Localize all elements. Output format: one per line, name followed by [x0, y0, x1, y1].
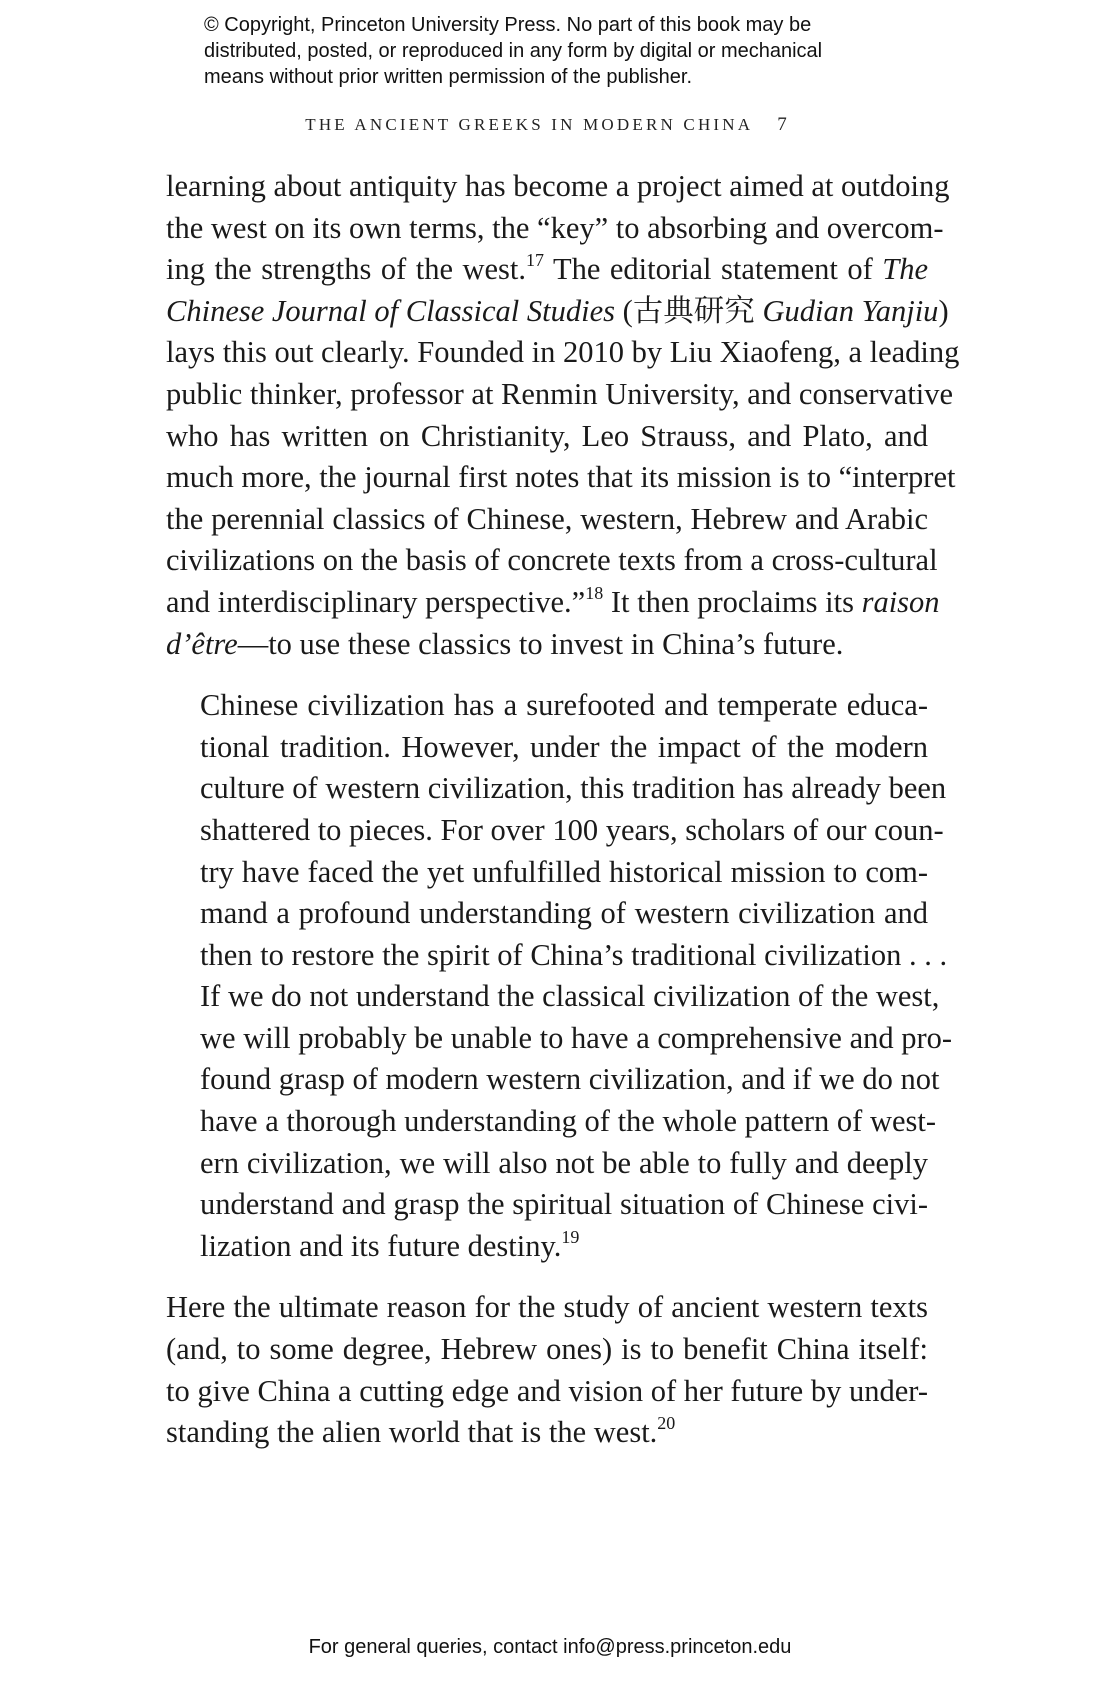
text-line: to give China a cutting edge and vision of her future by under- [166, 1373, 928, 1408]
paragraph [166, 1287, 928, 1453]
footnote-ref[interactable]: 17 [526, 250, 545, 271]
quote-line: mand a profound understanding of western civilization and [200, 896, 928, 931]
text-line [166, 1412, 928, 1454]
text-line: who has written on Christianity, Leo Strauss, and Plato, and [166, 418, 928, 453]
page-number: 7 [777, 114, 787, 135]
text-line: the perennial classics of Chinese, western, Hebrew and Arabic [166, 501, 928, 536]
text-line: public thinker, professor at Renmin University, and conservative [166, 376, 954, 411]
quote-line [200, 1226, 928, 1268]
copyright-notice [204, 12, 924, 90]
text-line: (and, to some degree, Hebrew ones) is to benefit China itself: [166, 1332, 928, 1367]
footnote-ref[interactable]: 19 [561, 1226, 580, 1247]
text-line [166, 624, 928, 666]
quote-line: understand and grasp the spiritual situation of Chinese civi- [200, 1187, 928, 1222]
quote-line: ern civilization, we will also not be able to fully and deeply [200, 1145, 928, 1180]
text-line [166, 291, 949, 333]
quote-line: shattered to pieces. For over 100 years, scholars of our coun- [200, 812, 944, 847]
quote-line: culture of western civilization, this tradition has already been [200, 771, 947, 806]
journal-title: Chinese Journal of Classical Studies [166, 293, 616, 328]
text-line [166, 582, 940, 624]
text-line: learning about antiquity has become a project aimed at outdoing [166, 169, 950, 203]
copyright-line: means without prior written permission of the publisher. [204, 66, 693, 88]
main-text [166, 166, 960, 1454]
text-span: ) [938, 293, 949, 328]
text-line [166, 249, 928, 291]
copyright-line: © Copyright, Princeton University Press. No part of this book may be [204, 14, 812, 36]
romanized-title: Gudian Yanjiu [762, 293, 939, 328]
text-line: Here the ultimate reason for the study of ancient western texts [166, 1290, 928, 1325]
italic-phrase: d’être [166, 626, 238, 661]
footnote-ref[interactable]: 20 [657, 1413, 676, 1434]
quote-line: then to restore the spirit of China’s traditional civilization . . . [200, 937, 948, 972]
quote-line: try have faced the yet unfulfilled historical mission to com- [200, 854, 928, 889]
quote-line: Chinese civilization has a surefooted and temperate educa- [200, 688, 928, 723]
text-line: the west on its own terms, the “key” to absorbing and overcom- [166, 210, 944, 245]
italic-phrase: raison [861, 584, 940, 619]
running-title: THE ANCIENT GREEKS IN MODERN CHINA [305, 115, 754, 134]
footnote-ref[interactable]: 18 [585, 582, 604, 603]
running-header [166, 114, 926, 136]
text-span: (古典研究 [615, 293, 763, 328]
quote-line: found grasp of modern western civilization, and if we do not [200, 1062, 940, 1097]
quote-line: If we do not understand the classical civilization of the west, [200, 979, 940, 1014]
block-quote [200, 685, 953, 1267]
paragraph [166, 166, 960, 665]
quote-line: tional tradition. However, under the impact of the modern [200, 729, 928, 764]
text-span: ing the strengths of the west. [166, 252, 527, 287]
text-span: and interdisciplinary perspective.” [166, 584, 586, 619]
text-span: It then proclaims its [603, 584, 862, 619]
quote-line: have a thorough understanding of the whole pattern of west- [200, 1104, 937, 1139]
text-span: —to use these classics to invest in China’s future. [237, 626, 844, 661]
footer-contact: For general queries, contact info@press.princeton.edu [308, 1636, 792, 1658]
copyright-line: distributed, posted, or reproduced in any form by digital or mechanical [204, 40, 823, 62]
quote-line: we will probably be unable to have a comprehensive and pro- [200, 1020, 953, 1055]
text-span: standing the alien world that is the west. [166, 1415, 658, 1450]
text-line: lays this out clearly. Founded in 2010 by Liu Xiaofeng, a leading [166, 335, 960, 370]
text-span: The editorial statement of [544, 252, 883, 287]
text-span: lization and its future destiny. [200, 1228, 562, 1263]
text-line: much more, the journal first notes that its mission is to “interpret [166, 460, 956, 495]
journal-title: The [882, 252, 928, 287]
text-line: civilizations on the basis of concrete texts from a cross-cultural [166, 543, 938, 578]
